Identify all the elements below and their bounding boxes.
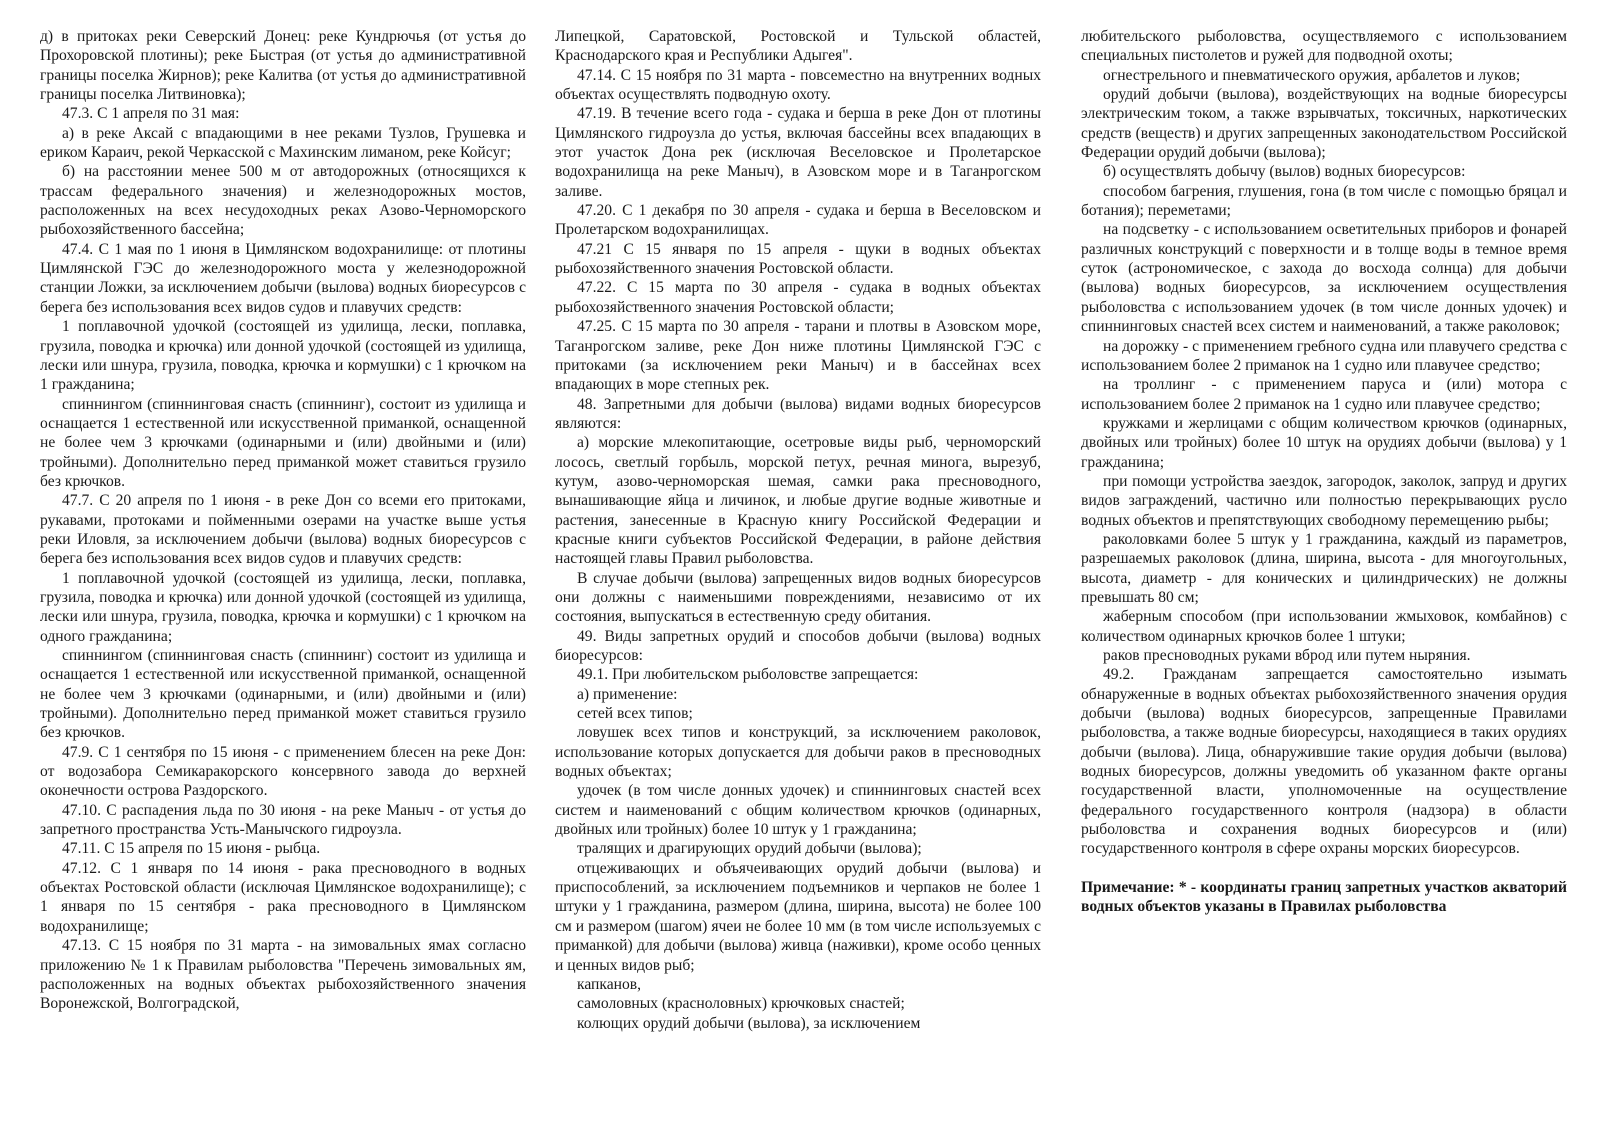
paragraph: на дорожку - с применением гребного судна или плавучего средства с использованием более 2 приманок на 1 судно или плавучее средство; <box>1081 337 1567 374</box>
paragraph: 47.12. С 1 января по 14 июня - рака пресноводного в водных объектах Ростовской области (исключая Цимлянское водохранилище); с 1 января по 15 сентября - рака пресноводного в Цимлянском водохранилище; <box>40 859 526 935</box>
paragraph: капканов, <box>577 975 642 993</box>
paragraph: 1 поплавочной удочкой (состоящей из удилища, лески, поплавка, грузила, поводка и крючка) или донной удочкой (состоящей из удилища, лески или шнура, грузила, поводка, крючка и кормушки) с 1 крючком на одного гражданина; <box>40 569 526 645</box>
paragraph: 47.9. С 1 сентября по 15 июня - с применением блесен на реке Дон: от водозабора Семикаракорского консервного завода до верхней оконечности острова Раздорского. <box>40 743 526 800</box>
text-column-2 <box>555 27 1041 1033</box>
paragraph: 47.11. С 15 апреля по 15 июня - рыбца. <box>62 840 321 858</box>
text-column-3 <box>1081 27 1567 916</box>
paragraph: 47.10. С распадения льда по 30 июня - на реке Маныч - от устья до запретного пространства Усть-Манычского гидроузла. <box>40 801 526 839</box>
paragraph: б) осуществлять добычу (вылов) водных биоресурсов: <box>1103 163 1466 181</box>
paragraph: способом багрения, глушения, гона (в том числе с помощью бряцал и ботания); переметами; <box>1081 182 1567 220</box>
text-column-1 <box>40 27 526 1014</box>
paragraph: а) морские млекопитающие, осетровые виды рыб, черноморский лосось, светлый горбыль, морской петух, речная минога, вырезуб, кутум, азово-черноморская шемая, самки рака пресноводного, вынашивающие яйца и личинок, и любые другие водные животные и растения, занесенные в Красную книгу Российской Федерации и красные книги субъектов Российской Федерации, в районе действия настоящей главы Правил рыболовства. <box>555 434 1041 568</box>
paragraph: спиннингом (спиннинговая снасть (спиннинг) состоит из удилища и оснащается 1 естественной или искусственной приманкой, оснащенной не более чем 3 крючками (одинарными, и (или) двойными и (или) тройными). Дополнительно перед приманкой может ставиться грузило без крючков. <box>40 647 526 742</box>
paragraph: спиннингом (спиннинговая снасть (спиннинг), состоит из удилища и оснащается 1 естественной или искусственной приманкой, оснащенной не более чем 3 крючками (одинарными и (или) двойными и (или) тройными). Дополнительно перед приманкой может ставиться грузило без крючков. <box>40 395 526 490</box>
paragraph: 47.25. С 15 марта по 30 апреля - тарани и плотвы в Азовском море, Таганрогском заливе, реке Дон ниже плотины Цимлянской ГЭС с притоками (за исключением реки Маныч) и в бассейнах всех впадающих в море степных рек. <box>555 318 1041 394</box>
paragraph: 47.7. С 20 апреля по 1 июня - в реке Дон со всеми его притоками, рукавами, протоками и пойменными озерами на участке выше устья реки Иловля, за исключением добычи (вылова) водных биоресурсов с берега без использования всех видов судов и плавучих средств: <box>40 492 526 568</box>
paragraph: 49.1. При любительском рыболовстве запрещается: <box>577 666 919 684</box>
paragraph: на подсветку - с использованием осветительных приборов и фонарей различных конструкций с поверхности и в толще воды в темное время суток (астрономическое, с захода до восхода солнца) для добычи (вылова) водных биоресурсов, за исключением осуществления рыболовства с использованием удочек (в том числе донных удочек) и спиннинговых снастей всех систем и наименований, а также раколовок; <box>1081 221 1567 336</box>
paragraph: В случае добычи (вылова) запрещенных видов водных биоресурсов они должны с наименьшими повреждениями, независимо от их состояния, выпускаться в естественную среду обитания. <box>555 569 1041 626</box>
paragraph: а) в реке Аксай с впадающими в нее реками Тузлов, Грушевка и ериком Караич, рекой Черкасской с Махинским лиманом, реке Койсуг; <box>40 124 526 162</box>
paragraph: 47.4. С 1 мая по 1 июня в Цимлянском водохранилище: от плотины Цимлянской ГЭС до железнодорожного моста у железнодорожной станции Ложки, за исключением добычи (вылова) водных биоресурсов с берега без использования всех видов судов и плавучих средств: <box>40 240 526 316</box>
paragraph: 48. Запретными для добычи (вылова) видами водных биоресурсов являются: <box>555 395 1041 432</box>
paragraph: кружками и жерлицами с общим количеством крючков (одинарных, двойных или тройных) более 10 штук на орудиях добычи (вылова) у 1 гражданина; <box>1081 414 1567 471</box>
paragraph: 47.22. С 15 марта по 30 апреля - судака в водных объектах рыбохозяйственного значения Ростовской области; <box>555 279 1041 316</box>
paragraph: 47.21 С 15 января по 15 апреля - щуки в водных объектах рыбохозяйственного значения Ростовской области. <box>555 240 1041 278</box>
paragraph: самоловных (красноловных) крючковых снастей; <box>577 995 905 1013</box>
paragraph: на троллинг - с применением паруса и (или) мотора с использованием более 2 приманок на 1 судно или плавучее средство; <box>1081 376 1567 413</box>
paragraph: раколовками более 5 штук у 1 гражданина, каждый из параметров, разрешаемых раколовок (длина, ширина, высота - для многоугольных, высота, диаметр - для конических и цилиндрических) не должны превышать 80 см; <box>1081 530 1567 606</box>
paragraph: раков пресноводных руками вброд или путем ныряния. <box>1103 647 1471 664</box>
paragraph: отцеживающих и объячеивающих орудий добычи (вылова) и приспособлений, за исключением подъемников и черпаков не более 1 штуки у 1 гражданина, размером (длина, ширина, высота) не более 100 см и размером (шагом) ячеи не более 10 мм (в том числе используемых с приманкой) для добычи (вылова) живца (наживки), кроме особо ценных и ценных видов рыб; <box>555 859 1041 974</box>
paragraph: ловушек всех типов и конструкций, за исключением раколовок, использование которых допускается для добычи раков в пресноводных водных объектах; <box>555 724 1041 781</box>
paragraph: жаберным способом (при использовании жмыховок, комбайнов) с количеством одинарных крючков более 1 штуки; <box>1081 608 1567 645</box>
paragraph: 1 поплавочной удочкой (состоящей из удилища, лески, поплавка, грузила, поводка и крючка) или донной удочкой (состоящей из удилища, лески или шнура, грузила, поводка, крючка и кормушки) с 1 крючком на 1 гражданина; <box>40 318 526 394</box>
paragraph: орудий добычи (вылова), воздействующих на водные биоресурсы электрическим током, а также взрывчатых, токсичных, наркотических средств (веществ) и других запрещенных законодательством Российской Федерации орудий добычи (вылова); <box>1081 86 1567 162</box>
paragraph: при помощи устройства заездок, загородок, заколок, запруд и других видов заграждений, частично или полностью перекрывающих русло водных объектов и препятствующих свободному перемещению рыбы; <box>1081 472 1567 529</box>
paragraph: 47.20. С 1 декабря по 30 апреля - судака и берша в Веселовском и Пролетарском водохранилищах. <box>555 202 1041 239</box>
paragraph: д) в притоках реки Северский Донец: реке Кундрючья (от устья до Прохоровской плотины); реке Быстрая (от устья до административной границы поселка Жирнов); реке Калитва (от устья до административной границы поселка Литвиновка); <box>40 28 526 104</box>
paragraph: 47.13. С 15 ноября по 31 марта - на зимовальных ямах согласно приложению № 1 к Правилам рыболовства "Перечень зимовальных ям, расположенных на водных объектах рыбохозяйственного значения Воронежской, Волгоградской, <box>40 937 526 1013</box>
paragraph: 47.3. С 1 апреля по 31 мая: <box>62 105 240 123</box>
paragraph: колющих орудий добычи (вылова), за исключением <box>577 1014 921 1032</box>
paragraph: тралящих и драгирующих орудий добычи (вылова); <box>577 840 922 858</box>
paragraph: сетей всех типов; <box>577 705 693 723</box>
paragraph: а) применение: <box>577 685 678 703</box>
paragraph: 49.2. Гражданам запрещается самостоятельно изымать обнаруженные в водных объектах рыбохозяйственного значения орудия добычи (вылова) водных биоресурсов, запрещенные Правилами рыболовства, а также водные биоресурсы, находящиеся в таких орудиях добычи (вылова). Лица, обнаружившие такие орудия добычи (вылова) водных биоресурсов, должны уведомить об указанном факте органы государственной власти, уполномоченные на осуществление федерального государственного контроля (надзора) в области рыболовства и сохранения водных биоресурсов и (или) государственного контроля в сфере охраны морских биоресурсов. <box>1081 666 1567 858</box>
paragraph: удочек (в том числе донных удочек) и спиннинговых снастей всех систем и наименований с общим количеством крючков (одинарных, двойных или тройных) более 10 штук у 1 гражданина; <box>555 782 1041 839</box>
paragraph: 47.19. В течение всего года - судака и берша в реке Дон от плотины Цимлянского гидроузла до устья, включая бассейны всех впадающих в этот участок Дона рек (исключая Веселовское и Пролетарское водохранилища на реке Маныч), в Азовском море и в Таганрогском заливе. <box>555 105 1041 200</box>
paragraph: 49. Виды запретных орудий и способов добычи (вылова) водных биоресурсов: <box>555 627 1041 664</box>
paragraph: Липецкой, Саратовской, Ростовской и Тульской областей, Краснодарского края и Республики Адыгея". <box>555 28 1041 65</box>
paragraph: б) на расстоянии менее 500 м от автодорожных (относящихся к трассам федерального значения) и железнодорожных мостов, расположенных на всех несудоходных реках Азово-Черноморского рыбохозяйственного бассейна; <box>40 163 526 239</box>
note-paragraph: Примечание: * - координаты границ запретных участков акваторий водных объектов указаны в Правилах рыболовства <box>1081 878 1567 916</box>
paragraph: 47.14. С 15 ноября по 31 марта - повсеместно на внутренних водных объектах осуществлять подводную охоту. <box>555 66 1041 104</box>
paragraph: любительского рыболовства, осуществляемого с использованием специальных пистолетов и ружей для подводной охоты; <box>1081 28 1567 65</box>
paragraph: огнестрельного и пневматического оружия, арбалетов и луков; <box>1103 66 1521 84</box>
